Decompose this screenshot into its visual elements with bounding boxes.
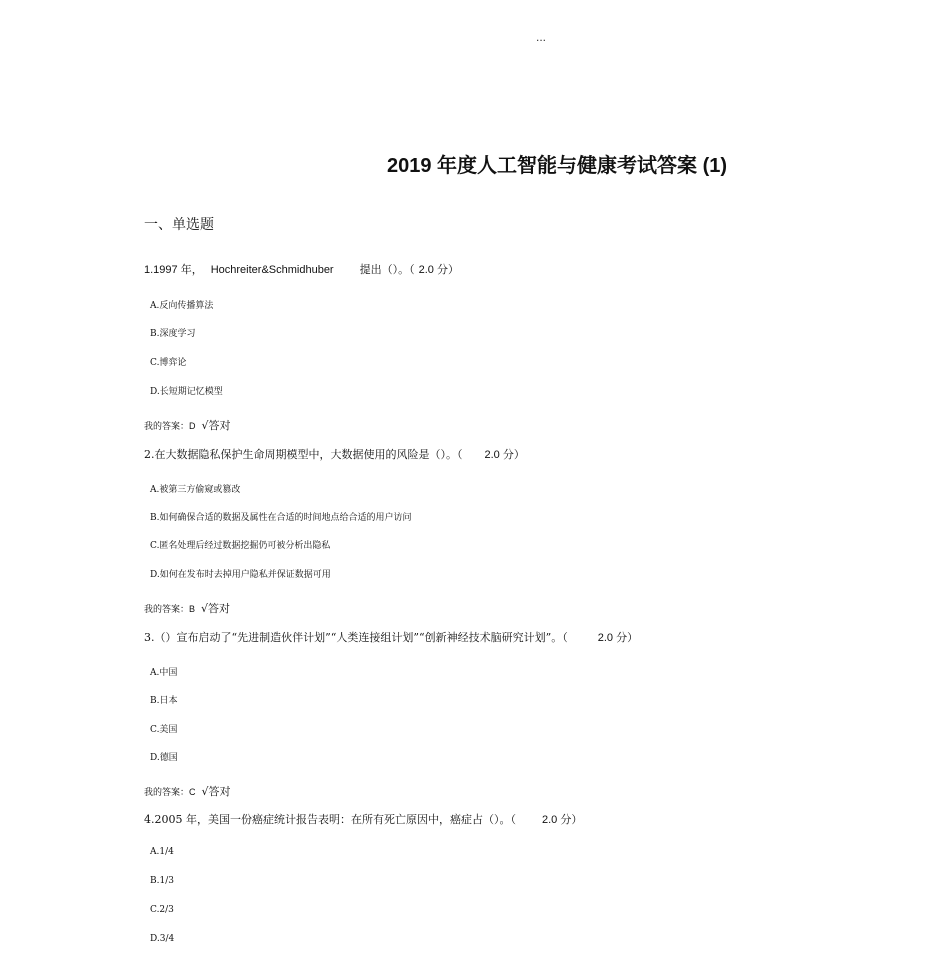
question-2: [144, 446, 525, 462]
answer-2-label: 我的答案：: [144, 605, 190, 615]
answer-1-letter: D: [189, 421, 196, 431]
answer-2-mark: √答对: [201, 602, 231, 615]
option-3b: B.日本: [150, 696, 178, 706]
option-4a: A.1/4: [150, 847, 174, 857]
page-title: 2019 年度人工智能与健康考试答案 (1): [387, 155, 728, 177]
option-2d: D.如何在发布时去掉用户隐私并保证数据可用: [150, 570, 331, 580]
answer-1-mark: √答对: [201, 419, 231, 432]
option-3d: D.德国: [150, 753, 178, 763]
question-4: [144, 811, 582, 827]
question-4-stem: 4.2005 年，美国一份癌症统计报告表明：在所有死亡原因中，癌症占（）。（: [144, 813, 516, 826]
option-4c: C.2/3: [150, 905, 174, 915]
question-1: [144, 261, 459, 277]
option-1d: D.长短期记忆模型: [150, 387, 223, 397]
section-title: 一、单选题: [144, 217, 214, 233]
option-2a: A.被第三方偷窥或篡改: [150, 485, 241, 495]
question-3-stem: 3.（）宣布启动了“先进制造伙伴计划”“人类连接组计划”“创新神经技术脑研究计划”。（: [144, 631, 568, 644]
question-3: [144, 629, 638, 645]
question-2-score: 2.0 分）: [484, 449, 525, 461]
header-mark: ...: [536, 30, 547, 44]
option-1a: A.反向传播算法: [150, 301, 214, 311]
option-1c: C.博弈论: [150, 358, 187, 368]
question-4-score: 2.0 分）: [541, 814, 583, 826]
question-2-stem: 2.在大数据隐私保护生命周期模型中，大数据使用的风险是（）。（: [144, 448, 463, 461]
option-2b: B.如何确保合适的数据及属性在合适的时间地点给合适的用户访问: [150, 513, 412, 523]
question-1-prefix: 1.1997 年，: [144, 264, 203, 276]
option-3c: C.美国: [150, 725, 178, 735]
answer-3-label: 我的答案：: [144, 788, 190, 798]
question-1-score: 2.0 分）: [418, 264, 459, 276]
answer-1-label: 我的答案：: [144, 422, 190, 432]
option-3a: A.中国: [150, 668, 178, 678]
question-3-score: 2.0 分）: [597, 632, 639, 644]
option-4b: B.1/3: [150, 876, 174, 886]
option-2c: C.匿名处理后经过数据挖掘仍可被分析出隐私: [150, 541, 331, 551]
question-1-suffix: 提出（）。（: [359, 263, 415, 276]
answer-1: [144, 417, 231, 433]
answer-3-letter: C: [189, 787, 196, 797]
answer-2-letter: B: [189, 604, 196, 614]
answer-3: [144, 783, 231, 799]
answer-3-mark: √答对: [201, 785, 231, 798]
option-1b: B.深度学习: [150, 329, 196, 339]
question-1-latin: Hochreiter&Schmidhuber: [210, 264, 334, 276]
answer-2: [144, 600, 230, 616]
option-4d: D.3/4: [150, 934, 175, 944]
